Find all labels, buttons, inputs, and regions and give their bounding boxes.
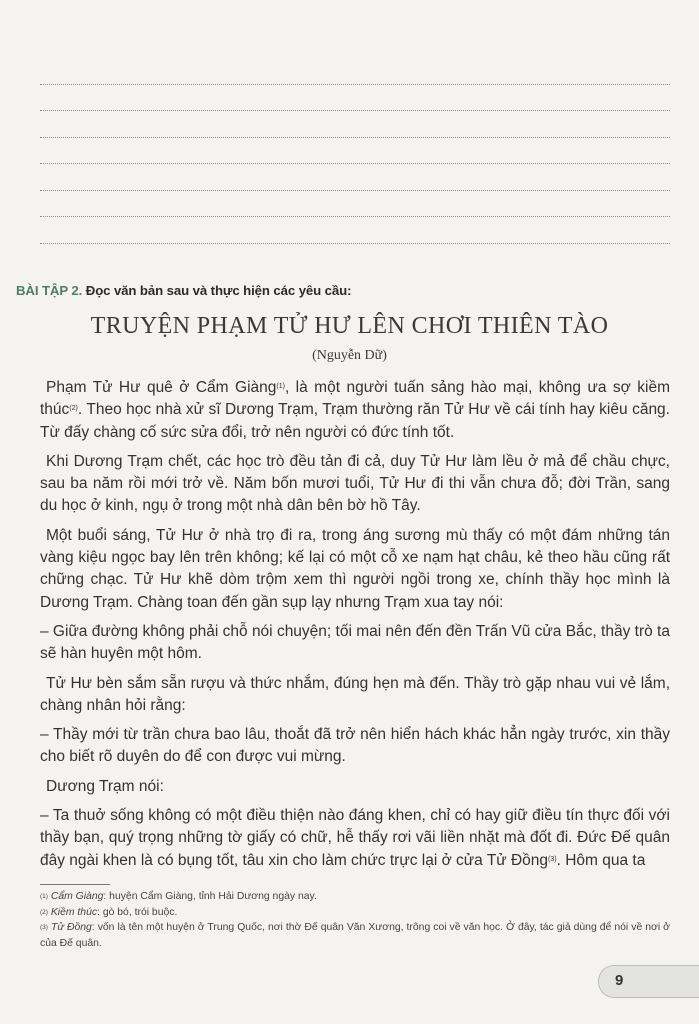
footnote-number: (1)	[40, 893, 48, 900]
exercise-heading	[16, 283, 676, 298]
footnotes	[40, 889, 670, 951]
footnote-ref: (3)	[548, 855, 557, 863]
footnote-text: : gò bó, trói buộc.	[97, 906, 178, 918]
footnote-text: : vốn là tên một huyện ở Trung Quốc, nơi thờ Đế quân Văn Xương, trông coi về văn học. Ở đây, tác giả dùng để nói về nơi ở của Đế quân.	[40, 922, 670, 949]
footnote-term: Cẩm Giàng	[50, 891, 104, 902]
answer-lines	[40, 58, 670, 244]
text-run: Phạm Tử Hư quê ở Cẩm Giàng	[46, 379, 277, 396]
footnote-number: (2)	[40, 908, 48, 916]
footnote-number: (3)	[40, 924, 48, 931]
answer-line	[40, 191, 670, 218]
page-number: 9	[615, 972, 624, 989]
answer-line	[40, 58, 670, 85]
paragraph	[40, 377, 670, 444]
exercise-label: BÀI TẬP 2.	[16, 283, 83, 298]
footnote-ref: (1)	[276, 383, 285, 390]
exercise-instruction: Đọc văn bản sau và thực hiện các yêu cầu:	[85, 283, 352, 298]
answer-line	[40, 85, 670, 112]
answer-line	[40, 164, 670, 191]
footnote	[40, 920, 670, 951]
footnote-term: Kiềm thúc	[50, 906, 98, 918]
footnote-term: Tử Đồng	[50, 922, 92, 933]
footnote-ref: (2)	[69, 405, 78, 413]
answer-line	[40, 217, 670, 244]
answer-line	[40, 138, 670, 165]
footnote-divider	[40, 884, 110, 885]
footnote	[40, 889, 670, 905]
paragraph: Tử Hư bèn sắm sẵn rượu và thức nhắm, đúng hẹn mà đến. Thầy trò gặp nhau vui vẻ lắm, chàng nhân hỏi rằng:	[40, 674, 670, 714]
paragraph: – Giữa đường không phải chỗ nói chuyện; tối mai nên đến đền Trấn Vũ cửa Bắc, thầy trò ta sẽ hàn huyên một hôm.	[40, 622, 670, 663]
story-author: (Nguyễn Dữ)	[312, 348, 387, 363]
footnote-text: : huyện Cẩm Giàng, tỉnh Hải Dương ngày nay.	[103, 891, 317, 902]
page-number-badge	[598, 965, 699, 998]
text-run: – Ta thuở sống không có một điều thiện nào đáng khen, chỉ có hay giữ điều tín thực đối với thầy bạn, quý trọng những tờ giấy có chữ, hễ thấy rơi vãi liền nhặt mà đốt đi. Đức Đế quân đây ngài khen là có bụng tốt, tâu xin cho làm chức trực lại ở cửa Tử Đồng	[40, 807, 670, 869]
paragraph: – Thầy mới từ trần chưa bao lâu, thoắt đã trở nên hiển hách khác hẳn ngày trước, xin thầy cho biết rõ duyên do để con được vui mừng.	[40, 726, 670, 766]
text-run: , là một người tuấn sảng hào mại, không ưa sợ kiềm thúc	[40, 379, 670, 419]
text-run: . Hôm qua ta	[556, 851, 646, 869]
answer-line	[40, 111, 670, 138]
paragraph: Dương Trạm nói:	[46, 777, 164, 795]
footnote	[40, 905, 670, 921]
story-title: TRUYỆN PHẠM TỬ HƯ LÊN CHƠI THIÊN TÀO	[90, 313, 609, 339]
paragraph: Một buổi sáng, Tử Hư ở nhà trọ đi ra, trong áng sương mù thấy có một đám những tán vàng kiệu ngọc bay lên trên không; kế lại có một cỗ xe nạm hạt châu, kẻ theo hầu cũng rất chững chạc. Tử Hư khẽ dòm trộm xem thì người ngồi trong xe, chính thầy học mình là Dương Trạm. Chàng toan đến gần sụp lạy nhưng Trạm xua tay nói:	[40, 526, 670, 611]
story-body	[40, 377, 670, 879]
paragraph: Khi Dương Trạm chết, các học trò đều tản đi cả, duy Tử Hư làm lều ở mả để chầu chực, sau ba năm rồi mới trở về. Năm bốn mươi tuổi, Tử Hư đi thi vẫn chưa đỗ; đời Trần, sang du học ở kinh, ngụ ở trong một nhà dân bên bờ hồ Tây.	[40, 452, 670, 515]
paragraph	[40, 805, 670, 872]
text-run: . Theo học nhà xử sĩ Dương Trạm, Trạm thường răn Tử Hư về cái tính hay kiêu căng. Từ đấy chàng cố sức sửa đổi, trở nên người có đức tính tốt.	[40, 401, 670, 441]
